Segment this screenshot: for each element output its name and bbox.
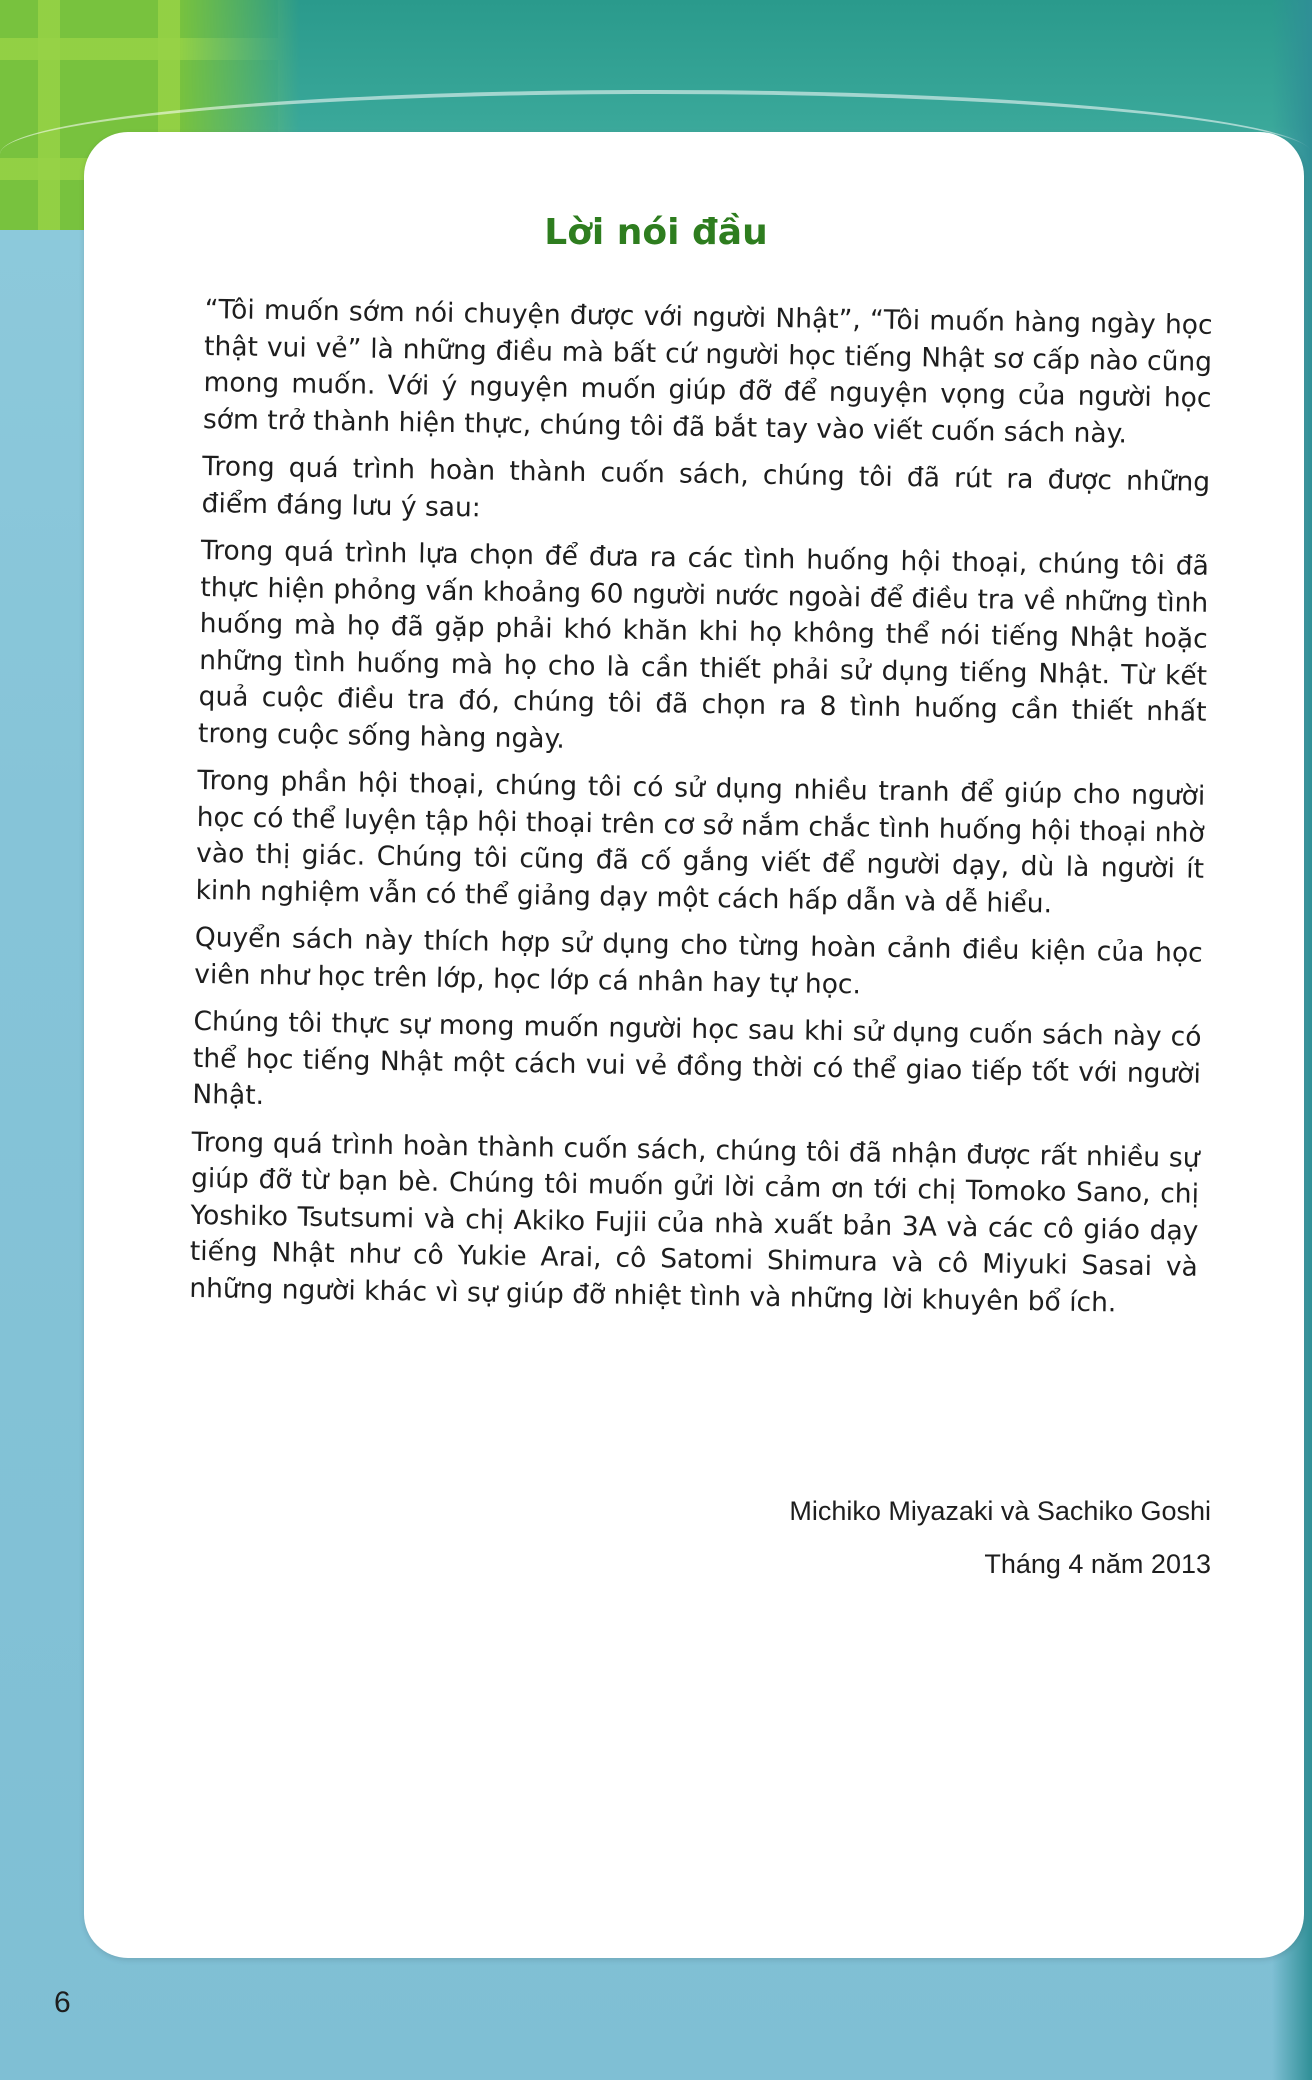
signature-date: Tháng 4 năm 2013: [984, 1549, 1211, 1579]
author-signature: Michiko Miyazaki và Sachiko Goshi: [789, 1496, 1211, 1526]
paragraph: Trong quá trình lựa chọn để đưa ra các tình huống hội thoại, chúng tôi đã thực hiện phỏng vấn khoảng 60 người nước ngoài để điều tra về những tình huống mà họ đã gặp phải khó khăn khi họ không thể nói tiếng Nhật hoặc những tình huống mà họ cho là cần thiết phải sử dụng tiếng Nhật. Từ kết quả cuộc điều tra đó, chúng tôi đã chọn ra 8 tình huống cần thiết nhất trong cuộc sống hàng ngày.: [197, 534, 1210, 755]
paragraph: “Tôi muốn sớm nói chuyện được với người Nhật”, “Tôi muốn hàng ngày học thật vui vẻ” là những điều mà bất cứ người học tiếng Nhật sơ cấp nào cũng mong muốn. Với ý nguyện muốn giúp đỡ để nguyện vọng của người học sớm trở thành hiện thực, chúng tôi đã bắt tay vào viết cuốn sách này.: [202, 293, 1213, 449]
paragraph: Trong quá trình hoàn thành cuốn sách, chúng tôi đã nhận được rất nhiều sự giúp đỡ từ bạn bè. Chúng tôi muốn gửi lời cảm ơn tới chị Tomoko Sano, chị Yoshiko Tsutsumi và chị Akiko Fujii của nhà xuất bản 3A và các cô giáo dạy tiếng Nhật như cô Yukie Arai, cô Satomi Shimura và cô Miyuki Sasai và những người khác vì sự giúp đỡ nhiệt tình và những lời khuyên bổ ích.: [189, 1126, 1200, 1318]
paragraph: Trong quá trình hoàn thành cuốn sách, chúng tôi đã rút ra được những điểm đáng lưu ý sau:: [201, 450, 1211, 523]
page-number: 6: [54, 1986, 71, 2019]
preface-body: [189, 292, 1213, 1334]
paragraph: Quyển sách này thích hợp sử dụng cho từng hoàn cảnh điều kiện của học viên như học trên lớp, học lớp cá nhân hay tự học.: [194, 921, 1203, 1000]
page-title: Lời nói đầu: [544, 212, 768, 253]
paragraph: Chúng tôi thực sự mong muốn người học sau khi sử dụng cuốn sách này có thể học tiếng Nhật một cách vui vẻ đồng thời có thể giao tiếp tốt với người Nhật.: [192, 1005, 1202, 1112]
paragraph: Trong phần hội thoại, chúng tôi có sử dụng nhiều tranh để giúp cho người học có thể luyện tập hội thoại trên cơ sở nắm chắc tình huống hội thoại nhờ vào thị giác. Chúng tôi cũng đã cố gắng viết để người dạy, dù là người ít kinh nghiệm vẫn có thể giảng dạy một cách hấp dẫn và dễ hiểu.: [195, 764, 1206, 919]
